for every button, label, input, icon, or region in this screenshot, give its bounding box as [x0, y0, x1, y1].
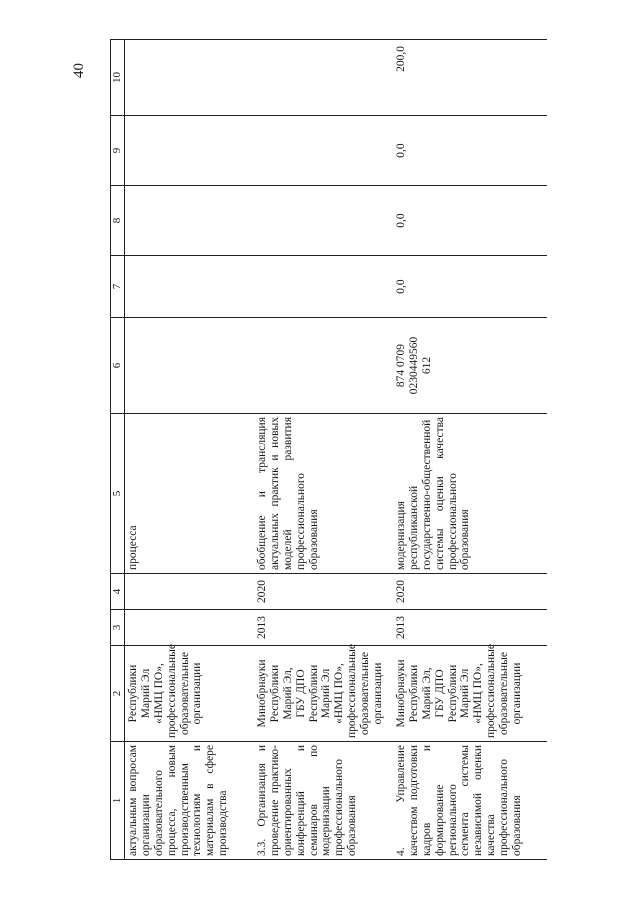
cell-activity: актуальным вопросам организации образовательного процесса, новым производственным технологиям и материалам в сфере производства: [125, 742, 255, 860]
cell-value-9: [125, 116, 255, 186]
cell-start-year: 2013: [393, 610, 547, 646]
header-col-9: 9: [111, 116, 125, 186]
header-col-3: 3: [111, 610, 125, 646]
program-table: [110, 39, 547, 860]
table-row: [254, 40, 393, 860]
header-col-2: 2: [111, 646, 125, 742]
cell-budget-code: [254, 318, 393, 414]
cell-activity: 3.3. Организация и проведение практико-ориентированных конференций и семинаров по модернизации профессионального образования: [254, 742, 393, 860]
header-col-6: 6: [111, 318, 125, 414]
cell-value-9: 0,0: [393, 116, 547, 186]
header-col-1: 1: [111, 742, 125, 860]
header-col-4: 4: [111, 574, 125, 610]
rotated-table-container: [110, 40, 640, 860]
cell-budget-code: 874 0709 0230449560 612: [393, 318, 547, 414]
header-row: [111, 40, 125, 860]
cell-executor: Республики Марий Эл «НМЦ ПО», профессиональные образовательные организации: [125, 646, 255, 742]
table-row: [393, 40, 547, 860]
cell-value-7: [125, 256, 255, 318]
cell-end-year: 2020: [254, 574, 393, 610]
header-col-8: 8: [111, 186, 125, 256]
cell-executor: Минобрнауки Республики Марий Эл, ГБУ ДПО Республики Марий Эл «НМЦ ПО», профессиональные образовательные организации: [254, 646, 393, 742]
cell-result: обобщение и трансляция актуальных практик и новых моделей развития профессионального образования: [254, 414, 393, 574]
cell-value-8: [254, 186, 393, 256]
cell-executor: Минобрнауки Республики Марий Эл, ГБУ ДПО Республики Марий Эл «НМЦ ПО», профессиональные образовательные организации: [393, 646, 547, 742]
cell-result: процесса: [125, 414, 255, 574]
header-col-10: 10: [111, 40, 125, 116]
cell-value-10: [254, 40, 393, 116]
header-col-7: 7: [111, 256, 125, 318]
cell-value-8: [125, 186, 255, 256]
cell-value-9: [254, 116, 393, 186]
cell-end-year: [125, 574, 255, 610]
cell-end-year: 2020: [393, 574, 547, 610]
cell-budget-code: [125, 318, 255, 414]
cell-result: модернизация республиканской государственно-общественной системы оценки качества профессионального образования: [393, 414, 547, 574]
page-number: 40: [71, 63, 87, 78]
cell-value-7: [254, 256, 393, 318]
cell-activity: 4. Управление качеством подготовки кадров и формирование регионального сегмента системы независимой оценки качества профессионального образования: [393, 742, 547, 860]
cell-start-year: [125, 610, 255, 646]
header-col-5: 5: [111, 414, 125, 574]
cell-value-10: 200,0: [393, 40, 547, 116]
cell-start-year: 2013: [254, 610, 393, 646]
cell-value-10: [125, 40, 255, 116]
cell-value-8: 0,0: [393, 186, 547, 256]
table-row: [125, 40, 255, 860]
cell-value-7: 0,0: [393, 256, 547, 318]
